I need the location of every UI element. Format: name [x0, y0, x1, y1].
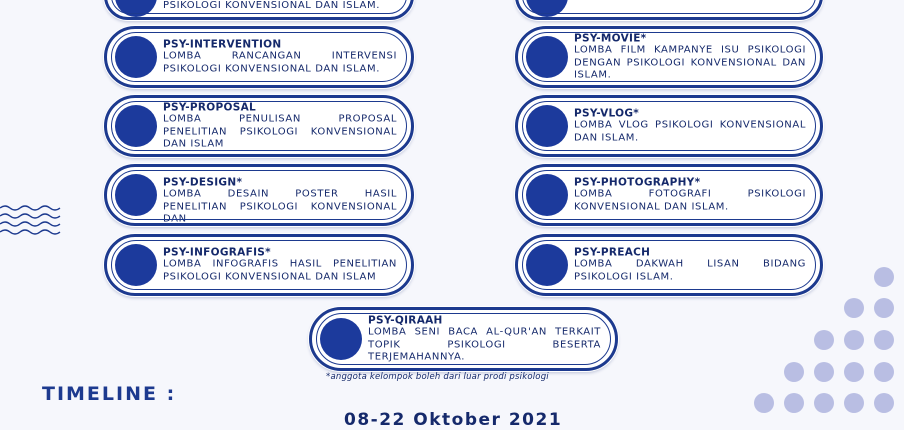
card-psy-design [104, 164, 414, 226]
card-top-right [515, 0, 823, 20]
card-desc: LOMBA FILM KAMPANYE ISU PSIKOLOGI DENGAN PSIKOLOGI KONVENSIONAL DAN ISLAM. [574, 44, 806, 81]
wave-lines-icon [0, 204, 62, 238]
card-desc: LOMBA DESAIN POSTER HASIL PENELITIAN PSIKOLOGI KONVENSIONAL DAN [163, 188, 397, 225]
bullet-circle-icon [526, 174, 568, 216]
dot-icon [754, 393, 774, 413]
dot-icon [844, 393, 864, 413]
card-psy-preach [515, 234, 823, 296]
bullet-circle-icon [526, 36, 568, 78]
timeline-date: 08-22 Oktober 2021 [344, 410, 563, 430]
card-psy-movie [515, 26, 823, 88]
card-desc: LOMBA SENI BACA AL-QUR'AN TERKAIT TOPIK PSIKOLOGI BESERTA TERJEMAHANNYA. [368, 326, 601, 363]
bullet-circle-icon [320, 318, 362, 360]
card-top-left [104, 0, 414, 20]
dot-icon [874, 362, 894, 382]
card-title: PSY-QIRAAH [368, 314, 443, 327]
bullet-circle-icon [115, 174, 157, 216]
card-desc: LOMBA DAKWAH LISAN BIDANG PSIKOLOGI ISLAM. [574, 258, 806, 282]
dot-icon [874, 393, 894, 413]
dot-icon [814, 393, 834, 413]
card-desc: LOMBA RANCANGAN INTERVENSI PSIKOLOGI KONVENSIONAL DAN ISLAM. [163, 50, 397, 74]
dot-icon [814, 330, 834, 350]
card-title: PSY-DESIGN* [163, 176, 243, 189]
card-title: PSY-VLOG* [574, 107, 640, 120]
card-desc: PSIKOLOGI KONVENSIONAL DAN ISLAM. [163, 0, 380, 11]
dot-icon [784, 362, 804, 382]
bullet-circle-icon [115, 244, 157, 286]
bullet-circle-icon [526, 105, 568, 147]
dot-icon [844, 330, 864, 350]
card-desc: LOMBA FOTOGRAFI PSIKOLOGI KONVENSIONAL DAN ISLAM. [574, 188, 806, 212]
card-psy-vlog [515, 95, 823, 157]
bullet-circle-icon [526, 244, 568, 286]
timeline-heading: TIMELINE : [42, 383, 177, 405]
dot-icon [874, 267, 894, 287]
card-title: PSY-MOVIE* [574, 32, 647, 45]
card-title: PSY-INTERVENTION [163, 38, 282, 51]
card-title: PSY-PROPOSAL [163, 101, 256, 114]
card-title: PSY-PHOTOGRAPHY* [574, 176, 701, 189]
card-psy-proposal [104, 95, 414, 157]
footnote: *anggota kelompok boleh dari luar prodi psikologi [326, 372, 549, 382]
card-desc: LOMBA PENULISAN PROPOSAL PENELITIAN PSIKOLOGI KONVENSIONAL DAN ISLAM [163, 113, 397, 150]
card-psy-qiraah [309, 307, 618, 371]
card-desc: LOMBA VLOG PSIKOLOGI KONVENSIONAL DAN ISLAM. [574, 119, 806, 143]
dot-icon [844, 362, 864, 382]
dot-icon [874, 298, 894, 318]
card-desc: LOMBA INFOGRAFIS HASIL PENELITIAN PSIKOLOGI KONVENSIONAL DAN ISLAM [163, 258, 397, 282]
card-psy-photography [515, 164, 823, 226]
dot-icon [844, 298, 864, 318]
bullet-circle-icon [526, 0, 568, 17]
card-title: PSY-INFOGRAFIS* [163, 246, 271, 259]
bullet-circle-icon [115, 36, 157, 78]
bullet-circle-icon [115, 105, 157, 147]
card-psy-intervention [104, 26, 414, 88]
dot-icon [874, 330, 894, 350]
bullet-circle-icon [115, 0, 157, 17]
card-psy-infografis [104, 234, 414, 296]
dot-icon [784, 393, 804, 413]
dot-icon [814, 362, 834, 382]
card-title: PSY-PREACH [574, 246, 651, 259]
